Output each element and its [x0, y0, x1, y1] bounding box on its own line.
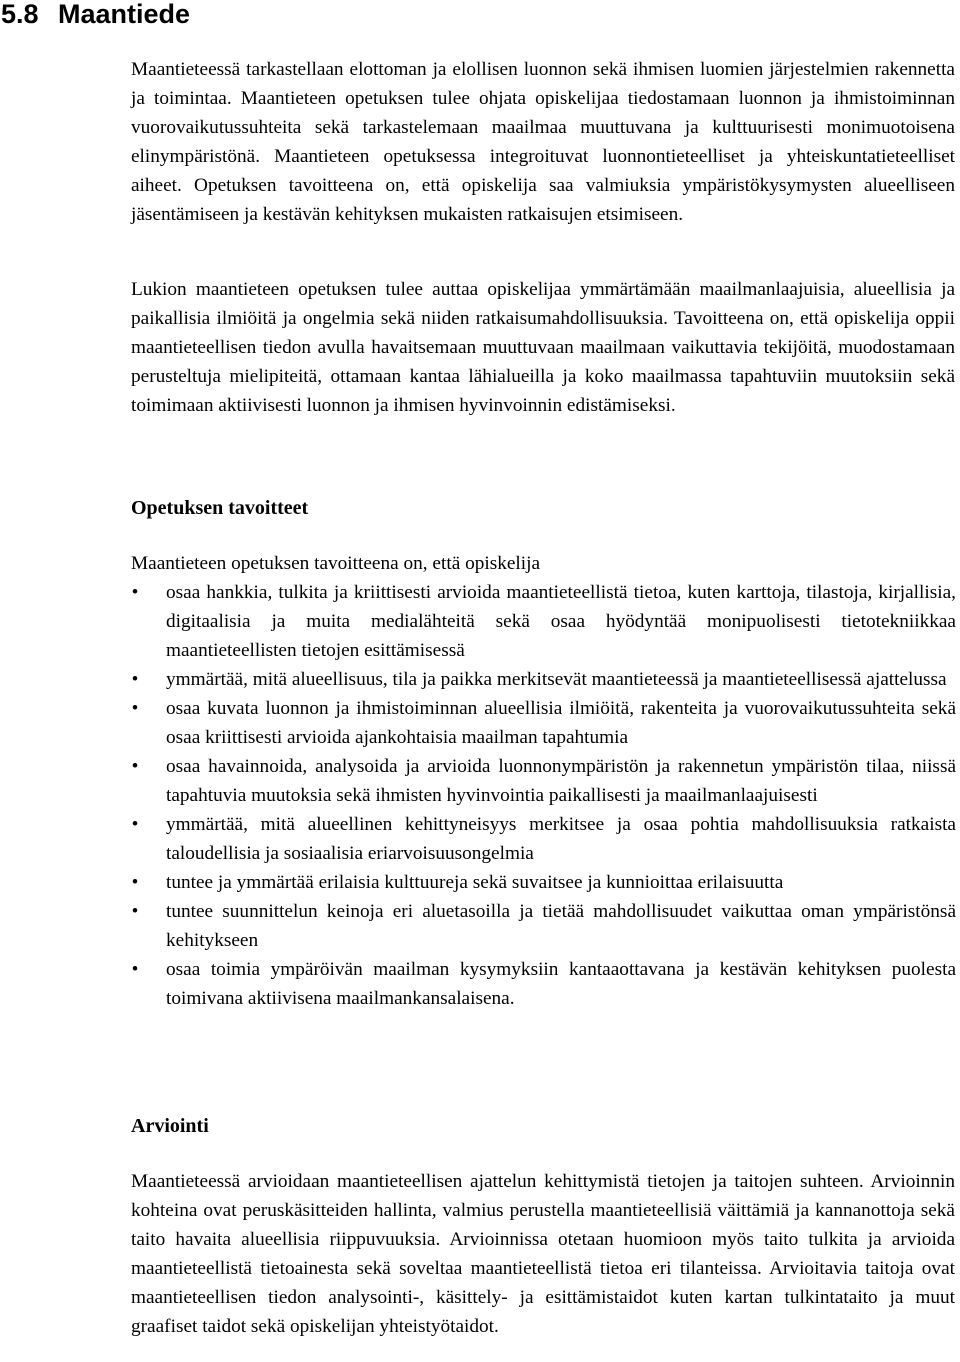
bullet-icon: • — [131, 669, 139, 690]
section-number: 5.8 — [1, 0, 39, 29]
bullet-icon: • — [131, 959, 139, 980]
intro-paragraph-2 — [131, 275, 955, 420]
bullet-icon: • — [131, 756, 139, 777]
bullet-icon: • — [131, 901, 139, 922]
section-heading — [1, 0, 190, 30]
list-item-text: osaa hankkia, tulkita ja kriittisesti arvioida maantieteellistä tietoa, kuten karttoja, tilastoja, kirjallisia, digitaalisia ja muita medialähteitä sekä osaa hyödyntää monipuolisesti tietotekniikkaa maantieteellisten tietojen esittämisessä — [166, 582, 956, 661]
list-item-text: osaa toimia ympäröivän maailman kysymyksiin kantaaottavana ja kestävän kehityksen puolesta toimivana aktiivisena maailmankansalaisena. — [166, 959, 956, 1009]
goals-heading-text: Opetuksen tavoitteet — [131, 497, 309, 519]
list-item-text: tuntee ja ymmärtää erilaisia kulttuureja sekä suvaitsee ja kunnioittaa erilaisuutta — [166, 872, 784, 893]
goals-heading — [131, 494, 955, 523]
list-item — [131, 578, 956, 665]
assessment-paragraph-text: Maantieteessä arvioidaan maantieteellisen ajattelun kehittymistä tietojen ja taitojen suhteen. Arvioinnin kohteina ovat peruskäsitteiden hallinta, valmius perustella maantieteellisiä väittämiä ja kannanottoja sekä taito havaita alueellisia riippuvuuksia. Arvioinnissa otetaan huomioon myös taito tulkita ja arvioida maantieteellistä tietoainesta sekä soveltaa maantieteellistä tietoa eri tilanteissa. Arvioitavia taitoja ovat maantieteellisen tiedon analysointi-, käsittely- ja esittämistaidot kuten kartan tulkintataito ja muut graafiset taidot sekä opiskelijan yhteistyötaidot. — [131, 1171, 955, 1337]
list-item — [131, 810, 956, 868]
intro-paragraph-2-text: Lukion maantieteen opetuksen tulee auttaa opiskelijaa ymmärtämään maailmanlaajuisia, alueellisia ja paikallisia ilmiöitä ja ongelmia sekä niiden ratkaisumahdollisuuksia. Tavoitteena on, että opiskelija oppii maantieteellisen tiedon avulla havaitsemaan muuttuvaan maailmaan vaikuttavia tekijöitä, muodostamaan perusteltuja mielipiteitä, ottamaan kantaa lähialueilla ja koko maailmassa tapahtuviin muutoksiin sekä toimimaan aktiivisesti luonnon ja ihmisen hyvinvoinnin edistämiseksi. — [131, 279, 955, 416]
goals-lead-text: Maantieteen opetuksen tavoitteena on, että opiskelija — [131, 553, 541, 574]
list-item — [131, 868, 956, 897]
goals-list — [131, 578, 956, 1013]
list-item — [131, 897, 956, 955]
list-item — [131, 752, 956, 810]
assessment-heading — [131, 1112, 955, 1141]
list-item-text: osaa havainnoida, analysoida ja arvioida luonnonympäristön ja rakennetun ympäristön tilaa, niissä tapahtuvia muutoksia sekä ihmisten hyvinvointia paikallisesti ja maailmanlaajuisesti — [166, 756, 956, 806]
bullet-icon: • — [131, 814, 139, 835]
bullet-icon: • — [131, 872, 139, 893]
bullet-icon: • — [131, 582, 139, 603]
bullet-icon: • — [131, 698, 139, 719]
list-item — [131, 955, 956, 1013]
assessment-paragraph — [131, 1167, 955, 1341]
intro-paragraph-1-text: Maantieteessä tarkastellaan elottoman ja elollisen luonnon sekä ihmisen luomien järjestelmien rakennetta ja toimintaa. Maantieteen opetuksen tulee ohjata opiskelijaa tiedostamaan luonnon ja ihmistoiminnan vuorovaikutussuhteita sekä tarkastelemaan maailmaa muuttuvana ja kulttuurisesti monimuotoisena elinympäristönä. Maantieteen opetuksessa integroituvat luonnontieteelliset ja yhteiskuntatieteelliset aiheet. Opetuksen tavoitteena on, että opiskelija saa valmiuksia ympäristökysymysten alueelliseen jäsentämiseen ja kestävän kehityksen mukaisten ratkaisujen etsimiseen. — [131, 59, 955, 225]
intro-paragraph-1 — [131, 55, 955, 229]
list-item-text: ymmärtää, mitä alueellisuus, tila ja paikka merkitsevät maantieteessä ja maantieteellisessä ajattelussa — [166, 669, 947, 690]
list-item-text: tuntee suunnittelun keinoja eri aluetasoilla ja tietää mahdollisuudet vaikuttaa oman ympäristönsä kehitykseen — [166, 901, 956, 951]
list-item — [131, 694, 956, 752]
assessment-heading-text: Arviointi — [131, 1115, 209, 1137]
list-item — [131, 665, 956, 694]
list-item-text: ymmärtää, mitä alueellinen kehittyneisyys merkitsee ja osaa pohtia mahdollisuuksia ratkaista taloudellisia ja sosiaalisia eriarvoisuusongelmia — [166, 814, 956, 864]
list-item-text: osaa kuvata luonnon ja ihmistoiminnan alueellisia ilmiöitä, rakenteita ja vuorovaikutussuhteita sekä osaa kriittisesti arvioida ajankohtaisia maailman tapahtumia — [166, 698, 956, 748]
goals-lead — [131, 549, 955, 578]
section-title: Maantiede — [58, 0, 191, 29]
